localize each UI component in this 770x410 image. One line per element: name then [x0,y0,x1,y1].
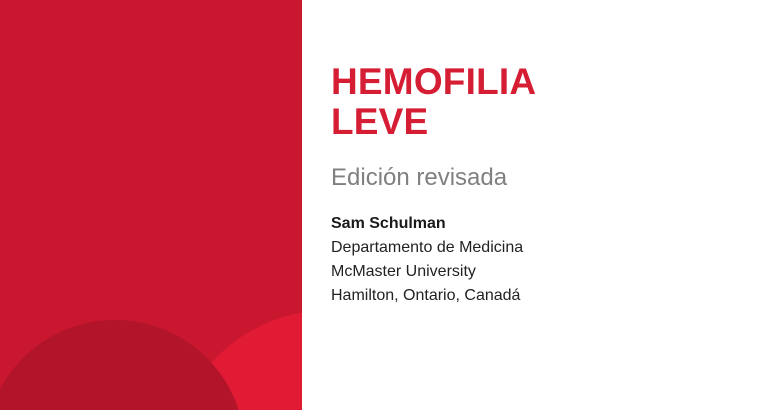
decorative-circle-dark [0,320,245,410]
author-location: Hamilton, Ontario, Canadá [331,287,521,304]
book-title-line2: LEVE [331,101,429,142]
book-title [331,62,751,142]
book-title-line1: HEMOFILIA [331,61,537,102]
author-university: McMaster University [331,263,476,280]
author-department: Departamento de Medicina [331,239,524,256]
cover-red-panel [0,0,302,410]
author-name: Sam Schulman [331,215,446,232]
cover-text-block [331,62,751,308]
decorative-circles [0,0,302,410]
edition-subtitle: Edición revisada [331,164,508,191]
